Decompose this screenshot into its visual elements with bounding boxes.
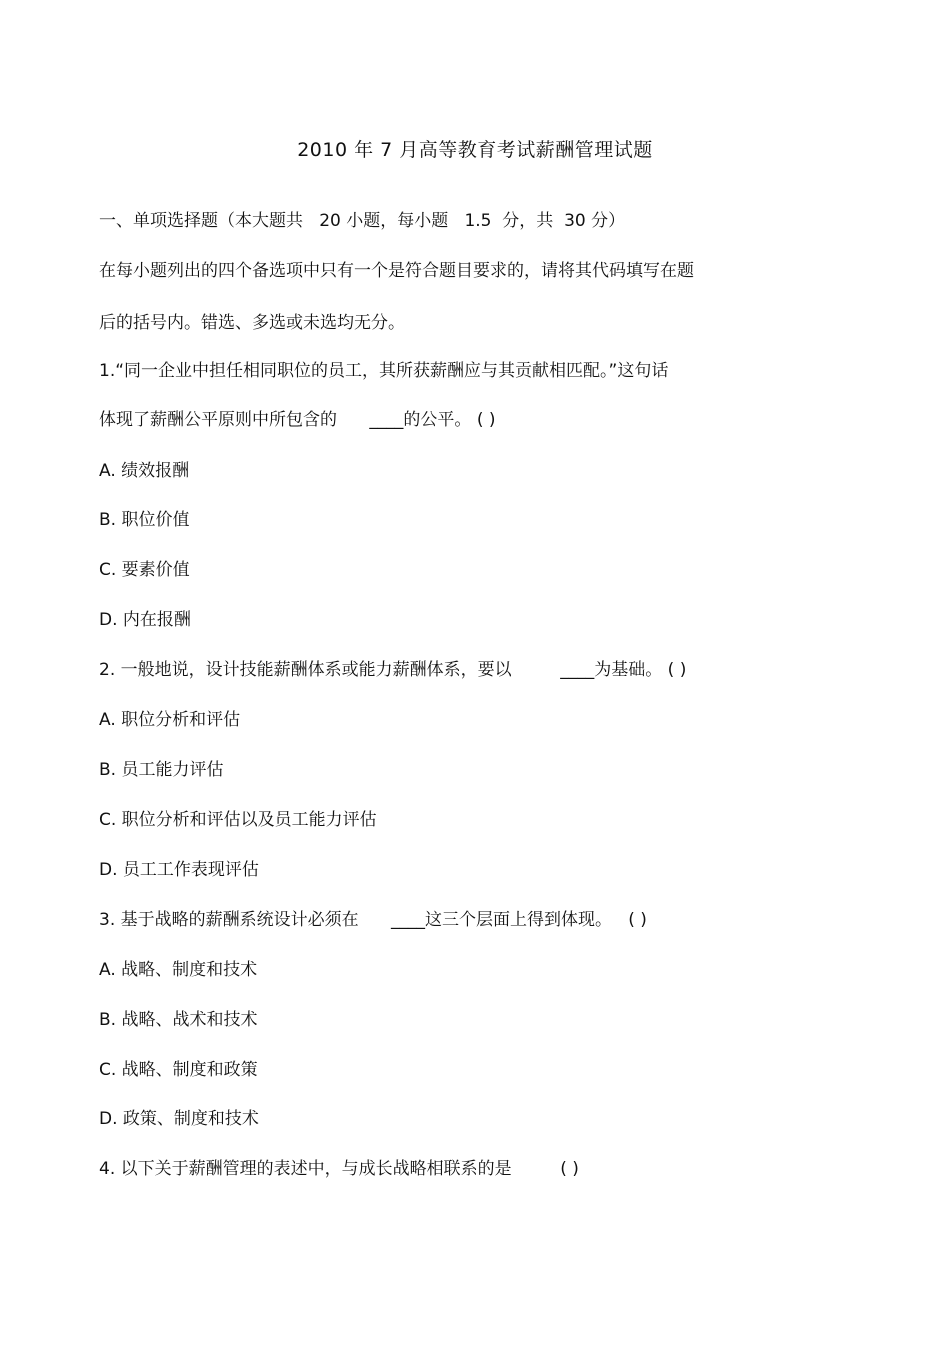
question-3-option-d: D. 政策、制度和技术 bbox=[99, 1109, 259, 1129]
question-3-option-c: C. 战略、制度和政策 bbox=[99, 1060, 258, 1080]
question-2-option-b: B. 员工能力评估 bbox=[99, 760, 224, 780]
question-1-option-c: C. 要素价值 bbox=[99, 560, 190, 580]
question-3-option-b: B. 战略、战术和技术 bbox=[99, 1010, 258, 1030]
instruction-line-1: 在每小题列出的四个备选项中只有一个是符合题目要求的，请将其代码填写在题 bbox=[99, 261, 694, 281]
section-heading: 一、单项选择题（本大题共 20 小题，每小题 1.5 分，共 30 分） bbox=[99, 211, 626, 231]
instruction-line-2: 后的括号内。错选、多选或未选均无分。 bbox=[99, 313, 405, 333]
question-1-option-b: B. 职位价值 bbox=[99, 510, 190, 530]
question-3-option-a: A. 战略、制度和技术 bbox=[99, 960, 258, 980]
question-1-option-a: A. 绩效报酬 bbox=[99, 461, 190, 481]
question-2-option-a: A. 职位分析和评估 bbox=[99, 710, 241, 730]
question-2-option-c: C. 职位分析和评估以及员工能力评估 bbox=[99, 810, 377, 830]
question-1-stem-line-1: 1.“同一企业中担任相同职位的员工，其所获薪酬应与其贡献相匹配。”这句话 bbox=[99, 361, 669, 381]
question-1-stem-line-2: 体现了薪酬公平原则中所包含的 ____的公平。 ( ) bbox=[99, 410, 496, 430]
question-3-stem: 3. 基于战略的薪酬系统设计必须在 ____这三个层面上得到体现。 ( ) bbox=[99, 910, 647, 930]
page-title: 2010 年 7 月高等教育考试薪酬管理试题 bbox=[297, 139, 653, 161]
question-2-option-d: D. 员工工作表现评估 bbox=[99, 860, 259, 880]
question-2-stem: 2. 一般地说，设计技能薪酬体系或能力薪酬体系，要以 ____为基础。 ( ) bbox=[99, 660, 687, 680]
question-4-stem: 4. 以下关于薪酬管理的表述中，与成长战略相联系的是 ( ) bbox=[99, 1159, 579, 1179]
question-1-option-d: D. 内在报酬 bbox=[99, 610, 191, 630]
